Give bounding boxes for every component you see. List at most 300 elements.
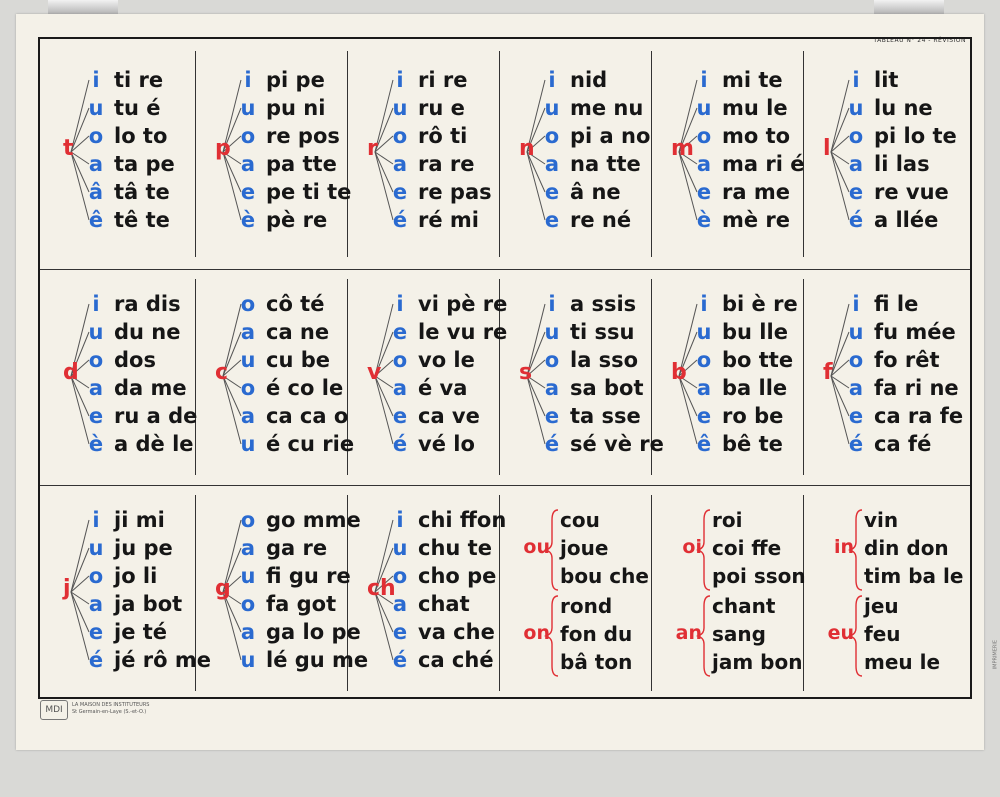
- syllable-row: [666, 346, 816, 374]
- example-word: ra dis: [114, 292, 181, 316]
- consonant-letter: ch: [367, 576, 396, 601]
- vowel-letter: a: [392, 152, 408, 176]
- sound-group-an: [666, 592, 816, 682]
- syllable-row: [362, 122, 512, 150]
- sound-label: in: [833, 536, 854, 558]
- syllable-row: [210, 66, 360, 94]
- vowel-letter: o: [88, 124, 104, 148]
- syllable-cell-s: [514, 290, 664, 495]
- syllable-row: [362, 618, 512, 646]
- vowel-letter: a: [88, 592, 104, 616]
- vowel-letter: a: [848, 376, 864, 400]
- example-word: ca ne: [266, 320, 330, 344]
- vowel-letter: i: [396, 292, 404, 316]
- syllable-cell-n: [514, 66, 664, 271]
- vowel-letter: e: [696, 180, 712, 204]
- example-word: sa bot: [570, 376, 644, 400]
- syllable-row: [362, 318, 512, 346]
- sound-group-eu: [818, 592, 968, 682]
- syllable-row: [362, 646, 512, 674]
- vowel-letter: o: [696, 348, 712, 372]
- syllable-row: [514, 150, 664, 178]
- example-word: bê te: [722, 432, 783, 456]
- vowel-letter: i: [852, 292, 860, 316]
- syllable-row: [818, 150, 968, 178]
- vowel-letter: u: [392, 96, 408, 120]
- syllable-cell-b: [666, 290, 816, 495]
- vowel-letter: ê: [88, 208, 104, 232]
- vowel-letter: a: [392, 376, 408, 400]
- sound-label: ou: [523, 536, 550, 558]
- vowel-letter: u: [392, 536, 408, 560]
- sound-word: jeu: [864, 594, 899, 618]
- example-word: é va: [418, 376, 468, 400]
- example-word: ga re: [266, 536, 328, 560]
- syllable-row: [514, 402, 664, 430]
- example-word: dos: [114, 348, 156, 372]
- syllable-row: [514, 318, 664, 346]
- vowel-letter: o: [392, 564, 408, 588]
- vowel-letter: u: [544, 320, 560, 344]
- syllable-row: [210, 318, 360, 346]
- syllable-row: [362, 402, 512, 430]
- publisher-address: St Germain-en-Laye (S.-et-O.): [72, 709, 147, 715]
- example-word: ti ssu: [570, 320, 635, 344]
- example-word: re pos: [266, 124, 340, 148]
- example-word: a llée: [874, 208, 939, 232]
- syllable-row: [362, 178, 512, 206]
- example-word: chat: [418, 592, 470, 616]
- sound-group-in: [818, 506, 968, 596]
- example-word: tê te: [114, 208, 170, 232]
- example-word: ru e: [418, 96, 465, 120]
- vowel-letter: i: [700, 292, 708, 316]
- syllable-row: [818, 346, 968, 374]
- syllable-row: [362, 374, 512, 402]
- example-word: bi è re: [722, 292, 798, 316]
- example-word: mi te: [722, 68, 783, 92]
- example-word: ta pe: [114, 152, 175, 176]
- syllable-cell-f: [818, 290, 968, 495]
- sound-word: feu: [864, 622, 901, 646]
- vowel-letter: o: [848, 348, 864, 372]
- vowel-letter: o: [848, 124, 864, 148]
- syllable-cell-v: [362, 290, 512, 495]
- consonant-letter: g: [215, 576, 231, 601]
- syllable-cell-ch: [362, 506, 512, 711]
- vowel-letter: o: [544, 348, 560, 372]
- vowel-letter: é: [392, 208, 408, 232]
- vowel-letter: e: [88, 404, 104, 428]
- example-word: pe ti te: [266, 180, 352, 204]
- example-word: ju pe: [114, 536, 173, 560]
- consonant-letter: s: [519, 360, 533, 385]
- example-word: tâ te: [114, 180, 170, 204]
- consonant-letter: t: [63, 136, 74, 161]
- example-word: lo to: [114, 124, 168, 148]
- vowel-letter: a: [240, 536, 256, 560]
- syllable-row: [362, 346, 512, 374]
- example-word: fa ri ne: [874, 376, 959, 400]
- publisher-credit: [72, 702, 149, 716]
- example-word: vé lo: [418, 432, 475, 456]
- consonant-letter: l: [823, 136, 831, 161]
- vowel-letter: e: [544, 404, 560, 428]
- vowel-letter: u: [544, 96, 560, 120]
- vowel-letter: è: [240, 208, 256, 232]
- example-word: ru a de: [114, 404, 198, 428]
- vowel-letter: u: [848, 96, 864, 120]
- syllable-row: [666, 206, 816, 234]
- vowel-letter: e: [88, 620, 104, 644]
- syllable-row: [210, 150, 360, 178]
- vowel-letter: â: [88, 180, 104, 204]
- sound-word: bâ ton: [560, 650, 633, 674]
- vowel-letter: a: [88, 152, 104, 176]
- syllable-row: [58, 318, 208, 346]
- syllable-cell-t: [58, 66, 208, 271]
- example-word: le vu re: [418, 320, 508, 344]
- syllable-cell-p: [210, 66, 360, 271]
- vowel-letter: i: [244, 68, 252, 92]
- vowel-letter: e: [848, 404, 864, 428]
- syllable-row: [362, 534, 512, 562]
- example-word: du ne: [114, 320, 181, 344]
- vowel-letter: a: [696, 152, 712, 176]
- syllable-row: [58, 402, 208, 430]
- example-word: cô té: [266, 292, 325, 316]
- example-word: fu mée: [874, 320, 956, 344]
- sound-word: bou che: [560, 564, 649, 588]
- example-word: lu ne: [874, 96, 933, 120]
- sound-word: jam bon: [712, 650, 803, 674]
- example-word: ré mi: [418, 208, 479, 232]
- syllable-row: [210, 346, 360, 374]
- example-word: é cu rie: [266, 432, 355, 456]
- vowel-letter: o: [240, 508, 256, 532]
- syllable-row: [210, 506, 360, 534]
- example-word: ra re: [418, 152, 475, 176]
- consonant-letter: b: [671, 360, 687, 385]
- vowel-letter: a: [240, 320, 256, 344]
- syllable-row: [58, 562, 208, 590]
- vowel-letter: e: [240, 180, 256, 204]
- syllable-row: [666, 402, 816, 430]
- syllable-row: [362, 66, 512, 94]
- syllable-row: [514, 290, 664, 318]
- syllable-row: [514, 206, 664, 234]
- syllable-row: [210, 562, 360, 590]
- vowel-letter: a: [696, 376, 712, 400]
- syllable-row: [58, 534, 208, 562]
- example-word: re pas: [418, 180, 492, 204]
- example-word: ta sse: [570, 404, 641, 428]
- example-word: rô ti: [418, 124, 468, 148]
- syllable-row: [210, 94, 360, 122]
- syllable-row: [666, 94, 816, 122]
- vowel-letter: é: [88, 648, 104, 672]
- syllable-cell-g: [210, 506, 369, 711]
- syllable-row: [514, 374, 664, 402]
- example-word: re né: [570, 208, 632, 232]
- syllable-row: [362, 206, 512, 234]
- vowel-letter: e: [544, 180, 560, 204]
- syllable-row: [818, 94, 968, 122]
- example-word: mè re: [722, 208, 791, 232]
- example-word: jo li: [114, 564, 158, 588]
- syllable-row: [666, 66, 816, 94]
- example-word: ca ca o: [266, 404, 349, 428]
- example-word: ro be: [722, 404, 784, 428]
- syllable-row: [666, 150, 816, 178]
- sound-group-ou: [514, 506, 664, 596]
- vowel-letter: é: [848, 432, 864, 456]
- consonant-letter: r: [367, 136, 378, 161]
- vowel-letter: e: [392, 320, 408, 344]
- example-word: ri re: [418, 68, 468, 92]
- vowel-letter: o: [392, 348, 408, 372]
- example-word: ji mi: [114, 508, 165, 532]
- vowel-letter: e: [392, 180, 408, 204]
- example-word: go mme: [266, 508, 361, 532]
- vowel-letter: u: [696, 320, 712, 344]
- syllable-row: [818, 318, 968, 346]
- syllable-row: [818, 430, 968, 458]
- example-word: me nu: [570, 96, 644, 120]
- vowel-letter: u: [848, 320, 864, 344]
- example-word: va che: [418, 620, 495, 644]
- example-word: ca ché: [418, 648, 494, 672]
- syllable-row: [210, 646, 369, 674]
- sound-group-oi: [666, 506, 816, 596]
- syllable-row: [666, 290, 816, 318]
- syllable-row: [58, 430, 208, 458]
- vowel-letter: i: [396, 508, 404, 532]
- vowel-letter: u: [240, 564, 256, 588]
- syllable-row: [58, 506, 208, 534]
- syllable-row: [362, 430, 512, 458]
- example-word: nid: [570, 68, 608, 92]
- example-word: cu be: [266, 348, 330, 372]
- sound-label: eu: [827, 622, 854, 644]
- vowel-letter: u: [696, 96, 712, 120]
- consonant-letter: n: [519, 136, 535, 161]
- example-word: ti re: [114, 68, 164, 92]
- vowel-letter: o: [240, 124, 256, 148]
- printer-credit: IMPRIMERIE: [992, 640, 998, 670]
- sound-word: vin: [864, 508, 899, 532]
- sound-word: joue: [560, 536, 609, 560]
- example-word: pè re: [266, 208, 328, 232]
- syllable-row: [58, 206, 208, 234]
- syllable-cell-r: [362, 66, 512, 271]
- vowel-letter: e: [392, 404, 408, 428]
- syllable-row: [818, 206, 968, 234]
- syllable-row: [210, 206, 360, 234]
- syllable-row: [58, 66, 208, 94]
- consonant-letter: d: [63, 360, 79, 385]
- example-word: li las: [874, 152, 930, 176]
- syllable-row: [362, 150, 512, 178]
- syllable-row: [362, 562, 512, 590]
- example-word: bo tte: [722, 348, 794, 372]
- example-word: é co le: [266, 376, 344, 400]
- example-word: mo to: [722, 124, 791, 148]
- sound-word: din don: [864, 536, 949, 560]
- example-word: fo rêt: [874, 348, 940, 372]
- vowel-letter: i: [92, 508, 100, 532]
- syllable-row: [514, 94, 664, 122]
- syllable-row: [514, 346, 664, 374]
- syllable-row: [210, 402, 360, 430]
- vowel-letter: o: [544, 124, 560, 148]
- vowel-letter: i: [852, 68, 860, 92]
- example-word: jé rô me: [114, 648, 211, 672]
- example-word: pu ni: [266, 96, 326, 120]
- syllable-row: [58, 122, 208, 150]
- syllable-row: [210, 290, 360, 318]
- example-word: je té: [114, 620, 168, 644]
- consonant-letter: p: [215, 136, 231, 161]
- example-word: chu te: [418, 536, 492, 560]
- sound-label: oi: [682, 536, 702, 558]
- chart-title: TABLEAU N° 24 - RÉVISION: [873, 37, 966, 44]
- example-word: ma ri é: [722, 152, 805, 176]
- example-word: â ne: [570, 180, 621, 204]
- syllable-cell-j: [58, 506, 211, 711]
- vowel-letter: e: [848, 180, 864, 204]
- vowel-letter: é: [392, 648, 408, 672]
- example-word: tu é: [114, 96, 161, 120]
- syllable-row: [514, 178, 664, 206]
- syllable-row: [210, 122, 360, 150]
- vowel-letter: u: [88, 96, 104, 120]
- vowel-letter: é: [392, 432, 408, 456]
- example-word: fi le: [874, 292, 919, 316]
- vowel-letter: a: [848, 152, 864, 176]
- vowel-letter: u: [240, 96, 256, 120]
- sound-word: poi sson: [712, 564, 806, 588]
- sound-group-on: [514, 592, 664, 682]
- syllable-cell-m: [666, 66, 816, 271]
- example-word: na tte: [570, 152, 641, 176]
- sound-word: cou: [560, 508, 600, 532]
- sound-label: on: [523, 622, 550, 644]
- example-word: ca fé: [874, 432, 932, 456]
- syllable-row: [818, 374, 968, 402]
- example-word: pa tte: [266, 152, 337, 176]
- example-word: chi ffon: [418, 508, 507, 532]
- sound-word: rond: [560, 594, 613, 618]
- sound-word: fon du: [560, 622, 633, 646]
- syllable-row: [818, 66, 968, 94]
- example-word: lé gu me: [266, 648, 369, 672]
- syllable-row: [58, 150, 208, 178]
- example-word: ja bot: [114, 592, 183, 616]
- consonant-letter: j: [63, 576, 71, 601]
- vowel-letter: o: [240, 592, 256, 616]
- vowel-letter: o: [240, 292, 256, 316]
- syllable-row: [666, 318, 816, 346]
- example-word: pi lo te: [874, 124, 957, 148]
- vowel-letter: u: [88, 320, 104, 344]
- vowel-letter: u: [240, 648, 256, 672]
- vowel-letter: a: [240, 404, 256, 428]
- vowel-letter: a: [392, 592, 408, 616]
- syllable-row: [818, 178, 968, 206]
- example-word: ca ve: [418, 404, 480, 428]
- example-word: sé vè re: [570, 432, 664, 456]
- vowel-letter: e: [696, 404, 712, 428]
- sound-word: meu le: [864, 650, 941, 674]
- syllable-row: [210, 590, 360, 618]
- sound-word: tim ba le: [864, 564, 964, 588]
- vowel-letter: o: [392, 124, 408, 148]
- syllable-row: [362, 506, 512, 534]
- vowel-letter: a: [88, 376, 104, 400]
- sound-label: an: [675, 622, 702, 644]
- example-word: ba lle: [722, 376, 788, 400]
- vowel-letter: o: [696, 124, 712, 148]
- syllable-row: [210, 618, 360, 646]
- syllable-row: [514, 430, 664, 458]
- vowel-letter: i: [396, 68, 404, 92]
- syllable-row: [210, 430, 360, 458]
- syllable-row: [362, 590, 512, 618]
- example-word: da me: [114, 376, 187, 400]
- vowel-letter: è: [88, 432, 104, 456]
- example-word: re vue: [874, 180, 949, 204]
- syllable-row: [58, 374, 208, 402]
- sound-word: roi: [712, 508, 743, 532]
- example-word: a ssis: [570, 292, 637, 316]
- example-word: ca ra fe: [874, 404, 964, 428]
- syllable-row: [58, 178, 208, 206]
- syllable-row: [666, 122, 816, 150]
- vowel-letter: o: [88, 348, 104, 372]
- syllable-row: [362, 94, 512, 122]
- syllable-cell-l: [818, 66, 968, 271]
- syllable-row: [58, 346, 208, 374]
- example-word: ra me: [722, 180, 790, 204]
- publisher-name: LA MAISON DES INSTITUTEURS: [72, 702, 150, 708]
- vowel-letter: e: [392, 620, 408, 644]
- example-word: pi pe: [266, 68, 325, 92]
- example-word: cho pe: [418, 564, 497, 588]
- consonant-letter: f: [823, 360, 833, 385]
- syllable-row: [818, 402, 968, 430]
- syllable-row: [210, 374, 360, 402]
- example-word: mu le: [722, 96, 788, 120]
- vowel-letter: i: [92, 292, 100, 316]
- syllable-row: [666, 178, 816, 206]
- example-word: bu lle: [722, 320, 788, 344]
- syllable-row: [210, 178, 360, 206]
- syllable-row: [58, 618, 208, 646]
- syllable-row: [514, 66, 664, 94]
- example-word: lit: [874, 68, 899, 92]
- example-word: vi pè re: [418, 292, 508, 316]
- consonant-letter: m: [671, 136, 694, 161]
- vowel-letter: u: [88, 536, 104, 560]
- vowel-letter: é: [848, 208, 864, 232]
- consonant-letter: c: [215, 360, 229, 385]
- example-word: fi gu re: [266, 564, 351, 588]
- example-word: fa got: [266, 592, 337, 616]
- syllable-row: [58, 94, 208, 122]
- example-word: a dè le: [114, 432, 194, 456]
- vowel-letter: è: [696, 208, 712, 232]
